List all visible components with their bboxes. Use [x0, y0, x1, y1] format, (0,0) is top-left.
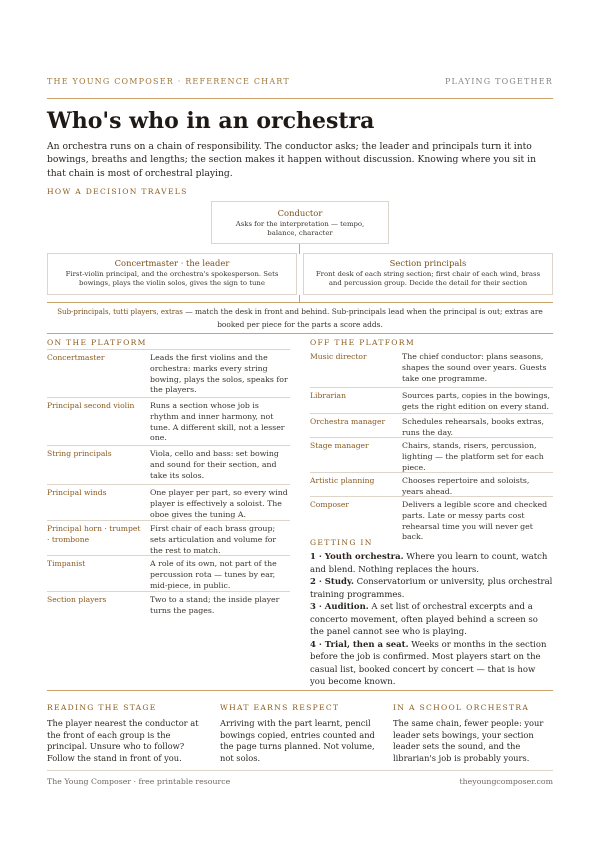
on-platform-table	[47, 349, 290, 615]
role-name: Principal winds	[47, 488, 107, 497]
table-row	[47, 484, 290, 520]
what-earns-respect-column	[220, 703, 380, 764]
footer-url[interactable]: theyoungcomposer.com	[459, 777, 553, 786]
list-item	[310, 551, 553, 576]
role-desc: Two to a stand; the inside player turns the pages.	[150, 595, 280, 615]
table-row	[47, 397, 290, 445]
footer-divider	[47, 770, 553, 771]
step-text: Weeks or months in the section before the job is confirmed. Most players start on the casual list, booked concert by concert — that is how you become known.	[310, 639, 547, 687]
role-name: Composer	[310, 500, 350, 509]
column-heading: READING THE STAGE	[47, 703, 157, 712]
role-desc: Chooses repertoire and soloists, years ahead.	[402, 476, 530, 496]
step-label: 2 · Study.	[310, 577, 354, 587]
role-desc: Viola, cello and bass: set bowing and sound for their section, and take its solos.	[150, 449, 279, 480]
conductor-title: Conductor	[277, 208, 323, 218]
conductor-box	[211, 201, 389, 244]
page-title: Who's who in an orchestra	[47, 108, 375, 134]
header-divider	[47, 98, 553, 99]
role-desc: First chair of each brass group; sets articulation and volume for the rest to match.	[150, 524, 277, 555]
role-name: Principal horn · trumpet · trombone	[47, 524, 141, 544]
table-row	[47, 445, 290, 484]
leader-box	[47, 253, 297, 295]
role-name: Timpanist	[47, 559, 86, 568]
sub-principals-text: — match the desk in front and behind. Sub-principals lead when the principal is out; extras are booked per piece for the parts a score adds.	[182, 307, 543, 329]
role-name: Stage manager	[310, 441, 369, 450]
intro-paragraph: An orchestra runs on a chain of responsibility. The conductor asks; the leader and principals turn it into bowings, breaths and lengths; the section makes it happen without discussion. Knowing where you sit in that chain is most of orchestral playing.	[47, 141, 536, 179]
role-desc: Runs a section whose job is rhythm and inner harmony, not tune. A different skill, not a lesser one.	[150, 401, 285, 443]
role-name: Music director	[310, 352, 367, 361]
column-text: The player nearest the conductor at the front of each group is the principal. Unsure who to follow? Follow the stand in front of you.	[47, 718, 199, 763]
principals-title: Section principals	[389, 258, 467, 268]
role-name: Librarian	[310, 391, 346, 400]
connector-line	[299, 244, 300, 254]
step-text: A set list of orchestral excerpts and a concerto movement, often played behind a screen so the panel cannot see who is playing.	[310, 602, 538, 637]
role-desc: Delivers a legible score and checked parts. Late or messy parts cost rehearsal time you will never get back.	[402, 500, 548, 542]
role-desc: A role of its own, not part of the percussion rota — tunes by ear, mid-piece, in public.	[150, 559, 277, 590]
column-heading: WHAT EARNS RESPECT	[220, 703, 340, 712]
off-platform-table	[310, 349, 553, 542]
table-row	[310, 387, 553, 413]
step-label: 3 · Audition.	[310, 602, 369, 612]
top-bar	[47, 77, 553, 89]
reading-the-stage-column	[47, 703, 207, 764]
role-name: String principals	[47, 449, 112, 458]
leader-desc: First-violin principal, and the orchestra's spokesperson. Sets bowings, plays the violin solos, gives the sign to tune	[65, 270, 279, 288]
table-row	[310, 496, 553, 542]
table-row	[310, 472, 553, 496]
role-name: Orchestra manager	[310, 417, 386, 426]
list-item	[310, 576, 553, 601]
table-row	[310, 437, 553, 472]
on-platform-heading: ON THE PLATFORM	[47, 338, 147, 347]
principals-desc: Front desk of each string section; first chair of each wind, brass and percussion group. Decide the detail for their section	[315, 270, 541, 288]
role-name: Section players	[47, 595, 107, 604]
role-desc: Chairs, stands, risers, percussion, lighting — the platform set for each piece.	[402, 441, 544, 472]
step-text: Where you learn to count, watch and blend. Nothing replaces the hours.	[310, 552, 548, 575]
step-label: 1 · Youth orchestra.	[310, 552, 404, 562]
school-orchestra-column	[393, 703, 553, 764]
role-name: Concertmaster	[47, 353, 105, 362]
connector-line	[299, 295, 300, 302]
role-desc: One player per part, so every wind player is effectively a soloist. The oboe gives the tuning A.	[150, 488, 288, 519]
column-text: The same chain, fewer people: your leader sets bowings, your section leader sets the sound, and the librarian's job is probably yours.	[393, 718, 544, 763]
sub-principals-label: Sub-principals, tutti players, extras	[57, 308, 183, 316]
role-name: Artistic planning	[310, 476, 375, 485]
table-row	[47, 591, 290, 617]
category-label: PLAYING TOGETHER	[444, 77, 553, 86]
role-desc: Sources parts, copies in the bowings, gets the right edition on every stand.	[402, 391, 550, 411]
role-desc: Leads the first violins and the orchestra: marks every string bowing, plays the solos, speaks for the players.	[150, 353, 288, 395]
leader-title: Concertmaster · the leader	[114, 258, 230, 268]
table-row	[310, 413, 553, 437]
getting-in-heading: GETTING IN	[310, 538, 373, 547]
footer-credit: The Young Composer · free printable resource	[47, 777, 231, 786]
column-text: Arriving with the part learnt, pencil bowings copied, entries counted and the page turns planned. Not volume, not solos.	[220, 718, 375, 763]
off-platform-heading: OFF THE PLATFORM	[310, 338, 415, 347]
column-heading: IN A SCHOOL ORCHESTRA	[393, 703, 530, 712]
conductor-desc: Asks for the interpretation — tempo, balance, character	[235, 220, 365, 238]
step-text: Conservatorium or university, plus orchestral training programmes.	[310, 577, 553, 600]
role-name: Principal second violin	[47, 401, 135, 410]
section-divider	[47, 690, 553, 691]
list-item	[310, 601, 553, 639]
principals-box	[303, 253, 553, 295]
table-row	[47, 555, 290, 591]
series-label: THE YOUNG COMPOSER · REFERENCE CHART	[47, 77, 290, 86]
list-item	[310, 639, 553, 689]
role-desc: The chief conductor: plans seasons, shapes the sound over years. Guests take one programme.	[402, 352, 547, 383]
table-row	[310, 349, 553, 387]
decision-heading: HOW A DECISION TRAVELS	[47, 187, 188, 196]
table-row	[47, 520, 290, 555]
table-row	[47, 349, 290, 397]
role-desc: Schedules rehearsals, books extras, runs the day.	[402, 417, 544, 437]
getting-in-steps	[310, 551, 553, 689]
step-label: 4 · Trial, then a seat.	[310, 639, 409, 650]
sub-principals-note	[47, 302, 553, 334]
